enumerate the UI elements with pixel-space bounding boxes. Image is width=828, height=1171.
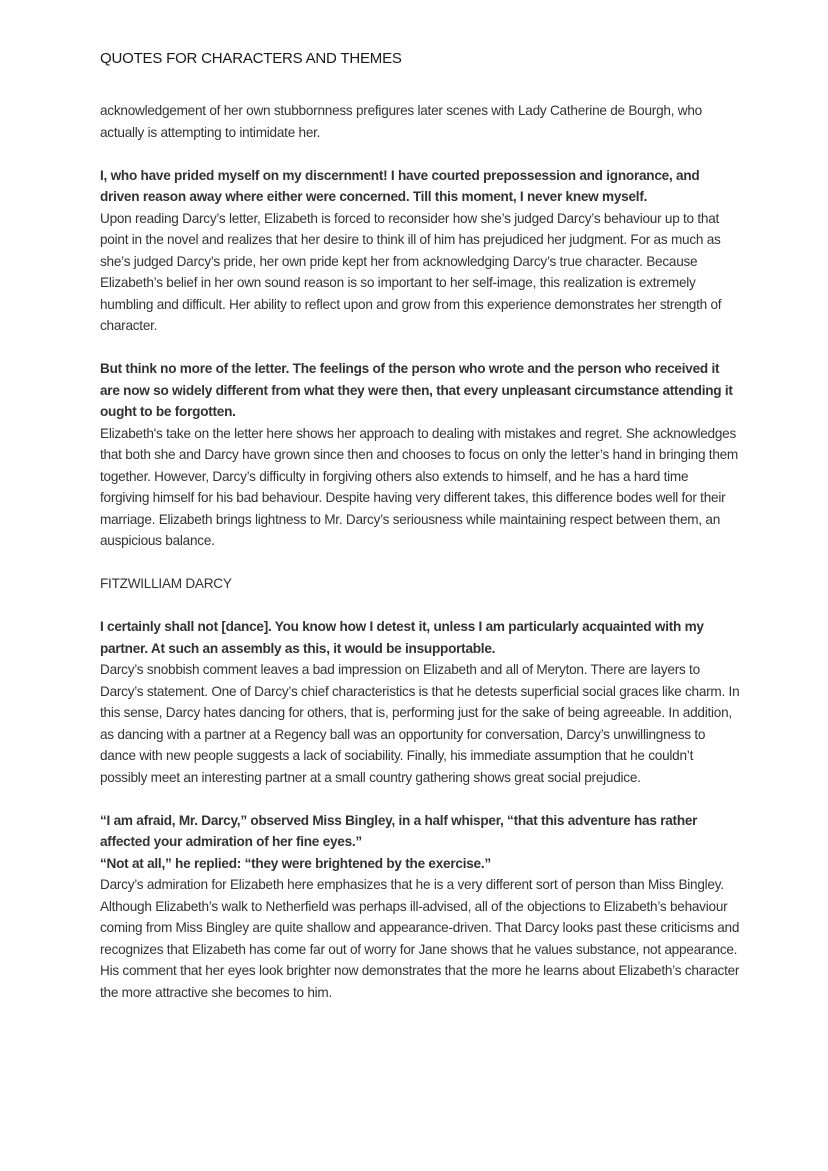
- quote-entry: [100, 358, 740, 552]
- continued-commentary: acknowledgement of her own stubbornness prefigures later scenes with Lady Catherine de Bourgh, who actually is attempting to intimidate her.: [100, 103, 702, 140]
- quote-commentary: Darcy’s admiration for Elizabeth here emphasizes that he is a very different sort of person than Miss Bingley. Although Elizabeth’s walk to Netherfield was perhaps ill-advised, all of the objections to Elizabeth’s behaviour coming from Miss Bingley are quite shallow and appearance-driven. That Darcy looks past these criticisms and recognizes that Elizabeth has come far out of worry for Jane shows that he values substance, not appearance. His comment that her eyes look brighter now demonstrates that the more he learns about Elizabeth’s character the more attractive she becomes to him.: [100, 877, 740, 1000]
- document-body: [100, 100, 740, 1025]
- quote-text: I certainly shall not [dance]. You know how I detest it, unless I am particularly acquainted with my partner. At such an assembly as this, it would be insupportable.: [100, 619, 704, 656]
- quote-commentary: Elizabeth's take on the letter here shows her approach to dealing with mistakes and regret. She acknowledges that both she and Darcy have grown since then and chooses to focus on only the letter’s hand in bringing them together. However, Darcy’s difficulty in forgiving others also extends to himself, and he has a hard time forgiving himself for his bad behaviour. Despite having very different takes, this difference bodes well for their marriage. Elizabeth brings lightness to Mr. Darcy’s seriousness while maintaining respect between them, an auspicious balance.: [100, 425, 739, 548]
- page-header: QUOTES FOR CHARACTERS AND THEMES: [100, 50, 402, 67]
- quote-entry: [100, 616, 740, 788]
- continued-paragraph: [100, 100, 740, 143]
- section-heading-darcy: FITZWILLIAM DARCY: [100, 576, 232, 591]
- quote-commentary: Upon reading Darcy’s letter, Elizabeth is forced to reconsider how she’s judged Darcy’s behaviour up to that point in the novel and realizes that her desire to think ill of him has prejudiced her judgment. For as much as she’s judged Darcy’s pride, her own pride kept her from acknowledging Darcy’s true character. Because Elizabeth’s belief in her own sound reason is so important to her self-image, this realization is extremely humbling and difficult. Her ability to reflect upon and grow from this experience demonstrates her strength of character.: [100, 210, 722, 333]
- quote-commentary: Darcy’s snobbish comment leaves a bad impression on Elizabeth and all of Meryton. There are layers to Darcy’s statement. One of Darcy’s chief characteristics is that he detests superficial social graces like charm. In this sense, Darcy hates dancing for others, that is, performing just for the sake of being agreeable. In addition, as dancing with a partner at a Regency ball was an opportunity for conversation, Darcy’s unwillingness to dance with new people suggests a lack of sociability. Finally, his immediate assumption that he couldn’t possibly meet an interesting partner at a small country gathering shows great social prejudice.: [100, 662, 740, 785]
- quote-text: But think no more of the letter. The feelings of the person who wrote and the person who received it are now so widely different from what they were then, that every unpleasant circumstance attending it ought to be forgotten.: [100, 361, 733, 419]
- quote-entry: [100, 165, 740, 337]
- quote-text: I, who have prided myself on my discernment! I have courted prepossession and ignorance, and driven reason away where either were concerned. Till this moment, I never knew myself.: [100, 167, 700, 204]
- quote-entry: [100, 810, 740, 1004]
- quote-text: “I am afraid, Mr. Darcy,” observed Miss Bingley, in a half whisper, “that this adventure has rather affected your admiration of her fine eyes.”: [100, 812, 698, 849]
- quote-reply-text: “Not at all,” he replied: “they were brightened by the exercise.”: [100, 855, 491, 871]
